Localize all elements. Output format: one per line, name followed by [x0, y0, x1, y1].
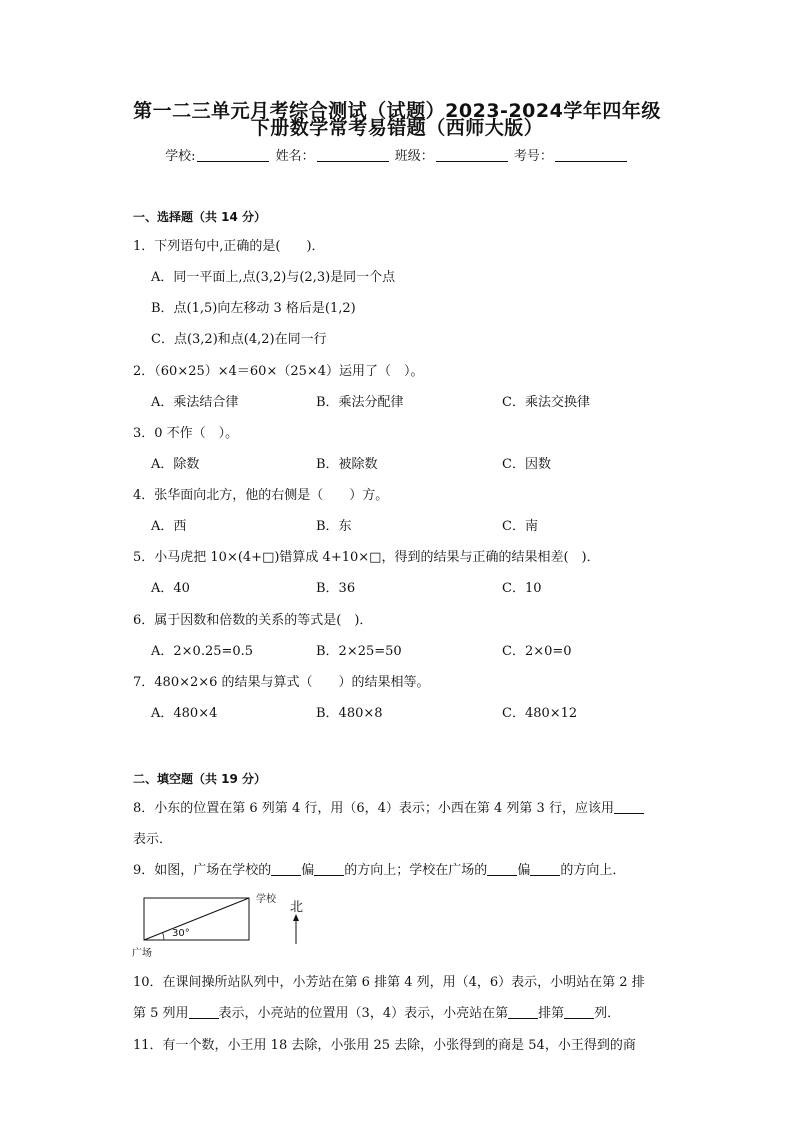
number-label: 考号：	[513, 149, 553, 164]
q4-option-c: C．南	[502, 519, 538, 534]
q4-option-a: A．西	[151, 519, 187, 534]
q10-text-3: 排第	[538, 1006, 565, 1021]
q11-line1: 11．有一个数，小王用 18 去除，小张用 25 去除，小张得到的商是 54，小王得到的商	[133, 1038, 636, 1053]
q8-answer-blank[interactable]	[614, 801, 644, 814]
q9-text-4: 偏	[517, 863, 531, 878]
school-blank[interactable]	[197, 148, 269, 162]
q5-option-b: B．36	[316, 581, 356, 596]
q9-blank-2[interactable]	[314, 863, 344, 876]
q7-option-a: A．480×4	[151, 706, 218, 721]
q1-option-b: B．点(1,5)向左移动 3 格后是(1,2)	[151, 301, 356, 316]
q9-blank-4[interactable]	[530, 863, 560, 876]
section2-heading: 二、填空题（共 19 分）	[133, 772, 267, 786]
diagram-school-label: 学校	[256, 894, 276, 905]
q1-option-c: C．点(3,2)和点(4,2)在同一行	[151, 332, 327, 347]
q2-option-a: A．乘法结合律	[151, 395, 239, 410]
class-label: 班级：	[394, 149, 434, 164]
q3-option-c: C．因数	[502, 457, 551, 472]
q9-text-5: 的方向上．	[560, 863, 626, 878]
name-blank[interactable]	[317, 148, 389, 162]
exam-title-line1: 第一二三单元月考综合测试（试题）2023-2024学年四年级	[133, 100, 661, 122]
diagram-plaza-label: 广场	[132, 948, 152, 959]
section1-heading: 一、选择题（共 14 分）	[133, 210, 267, 224]
q9-blank-1[interactable]	[271, 863, 301, 876]
q2-stem: 2．（60×25）×4＝60×（25×4）运用了（ ）。	[133, 364, 424, 379]
q9-line	[133, 859, 625, 878]
q9-text-1: 9．如图，广场在学校的	[133, 863, 272, 878]
class-blank[interactable]	[436, 148, 508, 162]
q9-text-2: 偏	[301, 863, 315, 878]
q3-option-b: B．被除数	[316, 457, 378, 472]
q8-line2: 表示．	[133, 832, 173, 847]
q2-option-c: C．乘法交换律	[502, 395, 590, 410]
q5-option-a: A．40	[151, 581, 190, 596]
q10-blank-1[interactable]	[189, 1006, 219, 1019]
q4-stem: 4．张华面向北方，他的右侧是（ ）方。	[133, 488, 389, 503]
q3-option-a: A．除数	[151, 457, 200, 472]
q10-text-2: 表示，小亮站的位置用（3，4）表示，小亮站在第	[218, 1006, 509, 1021]
q4-option-b: B．东	[316, 519, 352, 534]
q5-stem: 5．小马虎把 10×(4+□)错算成 4+10×□，得到的结果与正确的结果相差( )．	[133, 550, 600, 565]
q10-blank-3[interactable]	[564, 1006, 594, 1019]
diagram-diagonal	[144, 898, 249, 940]
q6-option-b: B．2×25=50	[316, 644, 402, 659]
q10-blank-2[interactable]	[508, 1006, 538, 1019]
q7-option-b: B．480×8	[316, 706, 383, 721]
exam-title-line2: 下册数学常考易错题（西师大版）	[250, 117, 544, 139]
q6-stem: 6．属于因数和倍数的关系的等式是( )．	[133, 613, 373, 628]
q10-text-1: 第 5 列用	[133, 1006, 189, 1021]
school-label: 学校:	[165, 149, 196, 164]
q1-stem: 1．下列语句中,正确的是( )．	[133, 239, 325, 254]
q7-stem: 7．480×2×6 的结果与算式（ ）的结果相等。	[133, 675, 430, 690]
q7-option-c: C．480×12	[502, 706, 578, 721]
q9-blank-3[interactable]	[487, 863, 517, 876]
q6-option-a: A．2×0.25=0.5	[151, 644, 254, 659]
name-label: 姓名：	[275, 149, 315, 164]
q10-line1: 10．在课间操所站队列中，小芳站在第 6 排第 4 列，用（4，6）表示，小明站在第 2 排	[133, 975, 645, 990]
north-arrow-icon	[293, 914, 299, 921]
q1-option-a: A．同一平面上,点(3,2)与(2,3)是同一个点	[151, 270, 396, 285]
diagram-angle-label: 30°	[172, 928, 190, 939]
diagram-angle-arc	[163, 933, 164, 940]
student-info-row	[0, 145, 794, 164]
q8-text: 8．小东的位置在第 6 列第 4 行，用（6，4）表示；小西在第 4 列第 3 行，应该用	[133, 801, 614, 816]
diagram-north-label: 北	[290, 900, 304, 915]
q10-line2	[133, 1002, 620, 1021]
q2-option-b: B．乘法分配律	[316, 395, 404, 410]
number-blank[interactable]	[555, 148, 627, 162]
q9-text-3: 的方向上；学校在广场的	[344, 863, 488, 878]
q5-option-c: C．10	[502, 581, 542, 596]
q9-diagram	[128, 888, 318, 960]
q6-option-c: C．2×0=0	[502, 644, 572, 659]
q10-text-4: 列．	[594, 1006, 621, 1021]
q3-stem: 3．0 不作（ ）。	[133, 426, 239, 441]
q8-line1	[133, 797, 644, 816]
